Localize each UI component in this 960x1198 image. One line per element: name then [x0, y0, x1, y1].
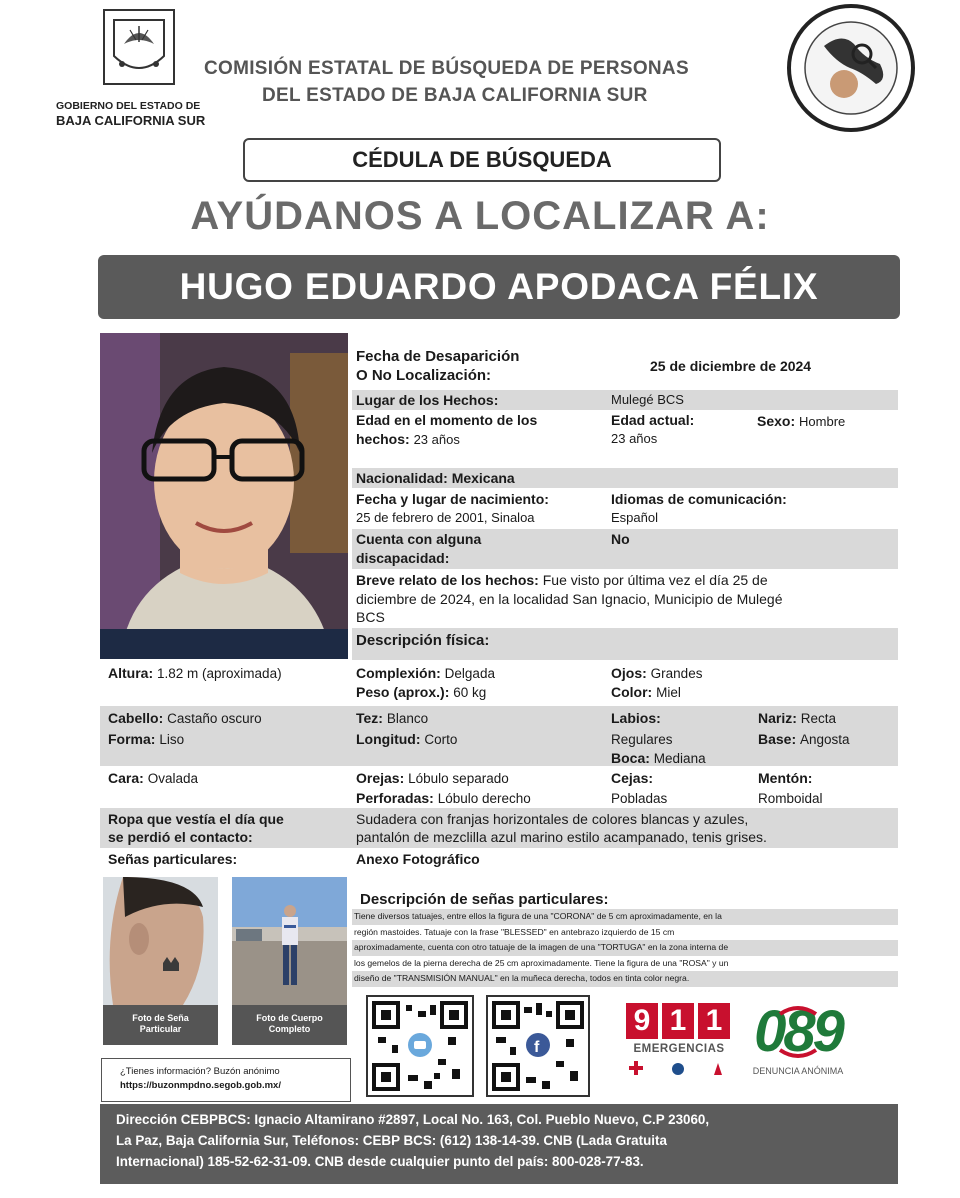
- peso-field: [356, 683, 486, 702]
- discapacidad-value: No: [611, 531, 630, 547]
- logo-089: [742, 1000, 854, 1082]
- person-portrait-image: [100, 333, 348, 659]
- marks-text-box: [352, 909, 898, 989]
- boca-field: [611, 749, 706, 768]
- ojos-field: [611, 664, 702, 683]
- doc-type-box: [243, 138, 721, 182]
- digit-911-0: 9: [626, 1003, 658, 1039]
- full-body-photo: [232, 877, 347, 1005]
- longitud-field: [356, 730, 457, 749]
- digit-911-1: 1: [662, 1003, 694, 1039]
- ojos-label: Ojos:: [611, 665, 647, 681]
- name-bar: [98, 255, 900, 319]
- full-body-photo-image: [232, 877, 347, 1005]
- idiomas-label: Idiomas de comunicación:: [611, 491, 787, 507]
- logo-911: [626, 1003, 732, 1081]
- relato-label: Breve relato de los hechos:: [356, 572, 539, 588]
- commission-title-line1: COMISIÓN ESTATAL DE BÚSQUEDA DE PERSONAS: [204, 58, 689, 79]
- menton-field: [758, 769, 812, 788]
- doc-type-label: CÉDULA DE BÚSQUEDA: [352, 147, 612, 172]
- anonymous-link[interactable]: https://buzonmpdno.segob.gob.mx/: [120, 1080, 281, 1091]
- cara-label: Cara:: [108, 770, 144, 786]
- labios-label: Labios:: [611, 710, 661, 726]
- commission-seal: [784, 2, 918, 134]
- tattoo-caption: [103, 1005, 218, 1045]
- anonymous-box: [101, 1058, 351, 1102]
- nacionalidad-label: Nacionalidad:: [356, 470, 448, 486]
- row-relato: [352, 570, 898, 628]
- longitud-value: Corto: [424, 732, 458, 747]
- footer-line2: La Paz, Baja California Sur, Teléfonos: CEBP BCS: (612) 138-14-39. CNB (Lada Gratuita: [116, 1133, 667, 1148]
- menton-value-line: [758, 789, 823, 808]
- color-field: [611, 683, 681, 702]
- marks-text-3: aproximadamente, cuenta con otro tatuaje de la imagen de una "TORTUGA" en la zona interna de: [352, 940, 898, 956]
- person-name: HUGO EDUARDO APODACA FÉLIX: [179, 266, 819, 307]
- nariz-value: Recta: [800, 711, 837, 726]
- footer-line1: Dirección CEBPBCS: Ignacio Altamirano #2897, Local No. 163, Col. Pueblo Nuevo, C.P 23060,: [116, 1112, 710, 1127]
- cara-value: Ovalada: [147, 771, 198, 786]
- relato-value-2: diciembre de 2024, en la localidad San Ignacio, Municipio de Mulegé: [356, 591, 783, 607]
- peso-label: Peso (aprox.):: [356, 684, 450, 700]
- cejas-field: [611, 769, 653, 788]
- cejas-value: Pobladas: [611, 791, 668, 806]
- cabello-field: [108, 709, 262, 728]
- cabello-label: Cabello:: [108, 710, 164, 726]
- labios-field: [611, 709, 661, 728]
- row-discapacidad: [352, 529, 898, 569]
- marks-text-4: los gemelos de la pierna derecha de 25 cm aproximadamente. Tiene la figura de una "ROSA" y un: [354, 957, 729, 968]
- row-edad: [352, 410, 898, 466]
- edad-hechos-value: 23 años: [413, 432, 460, 447]
- gov-label-line1: GOBIERNO DEL ESTADO DE: [56, 100, 201, 112]
- full-body-caption-2: Completo: [268, 1024, 311, 1034]
- base-field: [758, 730, 850, 749]
- discapacidad-label-1: Cuenta con alguna: [356, 531, 482, 547]
- svg-text:f: f: [534, 1039, 540, 1056]
- peso-value: 60 kg: [453, 685, 487, 700]
- edad-actual-label: Edad actual:: [611, 412, 695, 428]
- nacimiento-label: Fecha y lugar de nacimiento:: [356, 491, 549, 507]
- nacionalidad-value: Mexicana: [451, 470, 515, 486]
- anonymous-line1: ¿Tienes información? Buzón anónimo: [120, 1066, 280, 1077]
- state-logo: [100, 6, 178, 88]
- orejas-value: Lóbulo separado: [408, 771, 509, 786]
- digit-911-2: 1: [698, 1003, 730, 1039]
- sexo-label: Sexo:: [757, 413, 796, 429]
- tattoo-photo-image: [103, 877, 218, 1005]
- tattoo-caption-1: Foto de Seña: [132, 1013, 189, 1023]
- commission-title-line2: DEL ESTADO DE BAJA CALIFORNIA SUR: [262, 85, 648, 106]
- marks-text-1: Tiene diversos tatuajes, entre ellos la figura de una "CORONA" de 5 cm aproximadamente, en la: [352, 909, 898, 925]
- coat-of-arms-icon: [100, 6, 178, 88]
- person-photo: [100, 333, 348, 659]
- full-body-caption: [232, 1005, 347, 1045]
- senas-label: Señas particulares:: [108, 851, 238, 867]
- ropa-label-2: se perdió el contacto:: [108, 829, 253, 845]
- relato-value-3: BCS: [356, 609, 385, 625]
- tez-field: [356, 709, 428, 728]
- perforadas-value: Lóbulo derecho: [437, 791, 531, 806]
- edad-hechos-label-2: hechos:: [356, 431, 410, 447]
- label-089: DENUNCIA ANÓNIMA: [752, 1066, 844, 1076]
- nariz-label: Nariz:: [758, 710, 797, 726]
- row-lugar: [352, 390, 898, 410]
- labios-value-line: [611, 730, 673, 749]
- fecha-label-1: Fecha de Desaparición: [356, 348, 520, 365]
- tez-label: Tez:: [356, 710, 383, 726]
- sexo-value: Hombre: [799, 414, 846, 429]
- ojos-value: Grandes: [650, 666, 703, 681]
- row-nacimiento: [352, 488, 898, 528]
- altura-value: 1.82 m (aproximada): [157, 666, 282, 681]
- base-value: Angosta: [800, 732, 850, 747]
- cara-field: [108, 769, 198, 788]
- longitud-label: Longitud:: [356, 731, 421, 747]
- headline: AYÚDANOS A LOCALIZAR A:: [190, 194, 770, 238]
- lugar-label: Lugar de los Hechos:: [356, 392, 499, 408]
- edad-actual-value: 23 años: [611, 431, 658, 446]
- perforadas-label: Perforadas:: [356, 790, 434, 806]
- descripcion-label: Descripción física:: [356, 632, 490, 649]
- anonymous-report-emblem-icon: [742, 1000, 854, 1064]
- label-911: EMERGENCIAS: [633, 1043, 725, 1055]
- cabello-value: Castaño oscuro: [167, 711, 262, 726]
- edad-hechos-label-1: Edad en el momento de los: [356, 412, 538, 428]
- fecha-value: 25 de diciembre de 2024: [650, 358, 812, 374]
- perforadas-field: [356, 789, 531, 808]
- full-body-caption-1: Foto de Cuerpo: [256, 1013, 323, 1023]
- lugar-value: Mulegé BCS: [611, 392, 684, 407]
- ropa-value-2: pantalón de mezclilla azul marino estilo acampanado, tenis grises.: [356, 829, 767, 845]
- marks-text-5: diseño de "TRANSMISIÓN MANUAL" en la muñeca derecha, todos en tinta color negra.: [352, 971, 898, 987]
- complexion-label: Complexión:: [356, 665, 441, 681]
- sexo-field: [757, 412, 845, 431]
- qr-code-whatsapp[interactable]: [366, 995, 474, 1097]
- menton-label: Mentón:: [758, 770, 813, 786]
- gov-label-line2: BAJA CALIFORNIA SUR: [56, 113, 206, 128]
- fecha-label-2: O No Localización:: [356, 367, 492, 384]
- color-label: Color:: [611, 684, 653, 700]
- forma-value: Liso: [159, 732, 185, 747]
- ropa-value-1: Sudadera con franjas horizontales de colores blancas y azules,: [356, 811, 749, 827]
- digits-089: 089: [754, 999, 842, 1064]
- footer-line3: Internacional) 185-52-62-31-09. CNB desde cualquier punto del país: 800-028-77-83.: [116, 1154, 644, 1169]
- forma-field: [108, 730, 184, 749]
- forma-label: Forma:: [108, 731, 156, 747]
- marks-text-2: región mastoides. Tatuaje con la frase "BLESSED" en antebrazo izquierdo de 15 cm: [354, 926, 675, 937]
- complexion-field: [356, 664, 495, 683]
- row-descripcion: [352, 628, 898, 660]
- ropa-label-1: Ropa que vestía el día que: [108, 811, 284, 827]
- nacionalidad-field: [356, 469, 515, 487]
- orejas-field: [356, 769, 509, 788]
- cejas-label: Cejas:: [611, 770, 654, 786]
- search-commission-seal-icon: [784, 2, 918, 134]
- labios-value: Regulares: [611, 732, 673, 747]
- boca-value: Mediana: [653, 751, 706, 766]
- seal-text: [0, 0, 1, 1]
- tattoo-caption-2: Particular: [139, 1024, 182, 1034]
- tez-value: Blanco: [386, 711, 429, 726]
- row-fecha: [352, 346, 898, 388]
- senas-value: Anexo Fotográfico: [356, 851, 480, 867]
- color-value: Miel: [656, 685, 681, 700]
- orejas-label: Orejas:: [356, 770, 405, 786]
- footer: [100, 1104, 898, 1184]
- nacimiento-value: 25 de febrero de 2001, Sinaloa: [356, 510, 535, 525]
- nariz-field: [758, 709, 836, 728]
- idiomas-value: Español: [611, 510, 658, 525]
- complexion-value: Delgada: [444, 666, 495, 681]
- menton-value: Romboidal: [758, 791, 823, 806]
- qr-code-icon: [368, 997, 472, 1095]
- tattoo-photo: [103, 877, 218, 1005]
- row-nacionalidad: [352, 468, 898, 488]
- relato-value-1: Fue visto por última vez el día 25 de: [542, 572, 768, 588]
- marks-title: Descripción de señas particulares:: [360, 891, 609, 908]
- qr-code-facebook[interactable]: [486, 995, 590, 1097]
- edad-hechos-line2: [356, 430, 460, 449]
- base-label: Base:: [758, 731, 797, 747]
- altura-field: [108, 664, 282, 683]
- qr-code-icon: [488, 997, 588, 1095]
- altura-label: Altura:: [108, 665, 154, 681]
- emergency-services-icons: [626, 1059, 732, 1079]
- boca-label: Boca:: [611, 750, 650, 766]
- discapacidad-label-2: discapacidad:: [356, 550, 450, 566]
- cejas-value-line: [611, 789, 667, 808]
- relato-line1: [356, 571, 768, 589]
